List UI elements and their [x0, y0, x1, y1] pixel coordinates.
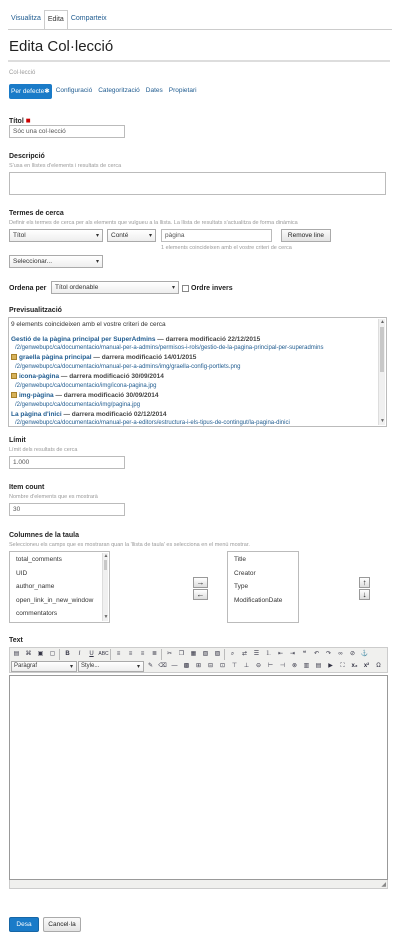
- toolbar-separator: [110, 649, 112, 660]
- fullscreen-icon[interactable]: ⛶: [340, 663, 345, 669]
- special-char-icon[interactable]: Ω: [376, 663, 381, 669]
- preview-scrollbar[interactable]: [378, 319, 385, 425]
- preview-count: 9 elements coincideixen amb el vostre criteri de cerca: [11, 321, 166, 328]
- bold-icon[interactable]: B: [65, 651, 70, 657]
- insert-row-before-icon[interactable]: ⊤: [231, 663, 238, 669]
- list-item: La pàgina d'inici — darrera modificació 02/12/2014: [11, 411, 167, 418]
- format-select[interactable]: Paràgraf ▾: [11, 661, 77, 672]
- subtab-categorization[interactable]: Categorització: [98, 87, 140, 94]
- list-item[interactable]: open_link_in_new_window: [16, 597, 94, 604]
- indent-icon[interactable]: ⇥: [289, 651, 296, 657]
- scroll-up-icon[interactable]: ▲: [380, 319, 385, 325]
- chevron-down-icon: ▾: [95, 259, 99, 265]
- criterion-operator-select[interactable]: Conté ▾: [107, 229, 156, 242]
- view-tabs: [8, 10, 110, 30]
- save-icon[interactable]: ▣: [37, 651, 44, 657]
- anchor-icon[interactable]: ⚓: [360, 651, 369, 657]
- insert-col-before-icon[interactable]: ⊢: [267, 663, 274, 669]
- list-item[interactable]: author_name: [16, 583, 55, 590]
- strikethrough-icon[interactable]: ABC: [98, 651, 109, 657]
- title-divider: [8, 60, 390, 62]
- html-source-icon[interactable]: ⌘: [25, 651, 32, 657]
- title-label: Títol ■: [9, 116, 31, 125]
- cancel-button[interactable]: Cancel·la: [43, 917, 81, 932]
- chevron-down-icon: ▾: [95, 233, 99, 239]
- columns-scrollbar[interactable]: [102, 553, 108, 621]
- result-url[interactable]: /2/genwebupc/ca/documentacio/manual-per-a-editors/estructura-i-els-tipus-de-contingut/la-pagina-dinici: [15, 420, 290, 426]
- add-criterion-select[interactable]: Seleccionar... ▾: [9, 255, 103, 268]
- scroll-down-icon[interactable]: ▼: [103, 614, 109, 620]
- description-textarea[interactable]: [9, 172, 386, 195]
- merge-cells-icon[interactable]: ▥: [303, 663, 310, 669]
- subscript-icon[interactable]: x₂: [351, 663, 358, 669]
- chevron-down-icon: ▾: [171, 285, 175, 291]
- align-justify-icon[interactable]: ≣: [151, 651, 158, 657]
- align-right-icon[interactable]: ≡: [140, 651, 145, 657]
- image-insert-icon[interactable]: ▩: [183, 663, 190, 669]
- scroll-up-icon[interactable]: ▲: [103, 553, 109, 559]
- row-props-icon[interactable]: ⊟: [207, 663, 214, 669]
- title-input[interactable]: Sóc una col·lecció: [9, 125, 125, 138]
- copy-icon[interactable]: ❐: [178, 651, 185, 657]
- result-link[interactable]: La pàgina d'inici: [11, 411, 62, 418]
- limit-input[interactable]: 1.000: [9, 456, 125, 469]
- toolbar-row: [11, 649, 370, 660]
- list-item: graella pàgina principal — darrera modificació 14/01/2015: [11, 354, 196, 361]
- result-link[interactable]: icona-pàgina: [19, 373, 60, 380]
- editor-statusbar: [9, 880, 388, 889]
- required-icon: ■: [25, 116, 31, 125]
- outdent-icon[interactable]: ⇤: [277, 651, 284, 657]
- paste-text-icon[interactable]: ▧: [202, 651, 209, 657]
- list-item[interactable]: UID: [16, 570, 28, 577]
- remove-line-button[interactable]: Remove line: [281, 229, 331, 242]
- section-label: Col·lecció: [9, 70, 36, 76]
- toolbar-separator: [59, 649, 61, 660]
- fieldset-tabs: [9, 84, 201, 99]
- move-down-button[interactable]: ↓: [359, 589, 370, 600]
- editor-toolbar: [9, 647, 388, 673]
- save-button[interactable]: Desa: [9, 917, 39, 932]
- media-icon[interactable]: ▶: [328, 663, 333, 669]
- result-url[interactable]: /2/genwebupc/ca/documentacio/manual-per-a-admins/permisos-i-rols/gestio-de-la-pagina-principal-per-superadmins: [15, 345, 324, 351]
- replace-icon[interactable]: ⇄: [241, 651, 248, 657]
- split-cells-icon[interactable]: ▤: [315, 663, 322, 669]
- list-item[interactable]: total_comments: [16, 556, 62, 563]
- preview-label: Previsualització: [9, 307, 62, 314]
- add-column-button[interactable]: →: [193, 577, 208, 588]
- subtab-dates[interactable]: Dates: [145, 87, 163, 94]
- delete-col-icon[interactable]: ⊗: [291, 663, 298, 669]
- subtab-owner[interactable]: Propietari: [168, 87, 197, 94]
- paste-word-icon[interactable]: ▨: [214, 651, 221, 657]
- move-up-button[interactable]: ↑: [359, 577, 370, 588]
- limit-help: Límit dels resultats de cerca: [9, 447, 78, 453]
- list-item[interactable]: ModificationDate: [234, 597, 283, 604]
- result-url[interactable]: /2/genwebupc/ca/documentacio/img/pagina.jpg: [15, 402, 141, 408]
- delete-row-icon[interactable]: ⊖: [255, 663, 262, 669]
- blockquote-icon[interactable]: ❝: [302, 651, 307, 657]
- list-item: Gestió de la pàgina principal per SuperAdmins — darrera modificació 22/12/2015: [11, 336, 261, 343]
- link-icon[interactable]: ∞: [338, 651, 343, 657]
- list-item: icona-pàgina — darrera modificació 30/09/2014: [11, 373, 164, 380]
- item-count-label: Item count: [9, 484, 45, 491]
- scroll-thumb[interactable]: [380, 327, 384, 372]
- toolbar-row: [11, 661, 384, 672]
- resize-handle-icon[interactable]: ◢: [381, 882, 386, 888]
- align-center-icon[interactable]: ≡: [128, 651, 133, 657]
- description-label: Descripció: [9, 153, 45, 160]
- tabs-divider: [8, 29, 392, 30]
- rich-text-editor[interactable]: [9, 675, 388, 880]
- insert-row-after-icon[interactable]: ⊥: [243, 663, 250, 669]
- image-icon: [11, 392, 17, 398]
- table-icon[interactable]: ⊞: [195, 663, 202, 669]
- columns-help: Seleccioneu els camps que es mostraran quan la 'llista de taula' es selecciona en el menú mostrar.: [9, 542, 250, 548]
- superscript-icon[interactable]: x²: [363, 663, 370, 669]
- preview-icon[interactable]: ▢: [49, 651, 56, 657]
- underline-icon[interactable]: U: [89, 651, 94, 657]
- criterion-field-select[interactable]: Títol ▾: [9, 229, 103, 242]
- unlink-icon[interactable]: ⊘: [349, 651, 356, 657]
- tab-view[interactable]: Visualitza: [11, 15, 41, 22]
- limit-label: Límit: [9, 437, 26, 444]
- reverse-order-checkbox[interactable]: [182, 285, 189, 292]
- redo-icon[interactable]: ↷: [325, 651, 332, 657]
- criterion-match-note: 1 elements coincideixen amb el vostre criteri de cerca: [161, 245, 292, 251]
- reverse-order-label: Ordre invers: [191, 285, 233, 292]
- horizontal-rule-icon[interactable]: ―: [171, 663, 178, 669]
- result-link[interactable]: graella pàgina principal: [19, 354, 92, 361]
- page-title: Edita Col·lecció: [9, 38, 114, 55]
- search-terms-help: Definir els termes de cerca per als elements que vulgueu a la llista. La llista de resultats s'actualitza de forma dinàmica: [9, 220, 298, 226]
- list-item[interactable]: commentators: [16, 610, 58, 617]
- list-item[interactable]: Type: [234, 583, 249, 590]
- cut-icon[interactable]: ✂: [166, 651, 173, 657]
- item-count-help: Nombre d'elements que es mostrarà: [9, 494, 98, 500]
- sort-select[interactable]: Títol ordenable ▾: [51, 281, 179, 294]
- tab-edit[interactable]: Edita: [44, 10, 68, 30]
- insert-col-after-icon[interactable]: ⊣: [279, 663, 286, 669]
- new-document-icon[interactable]: ▤: [13, 651, 20, 657]
- toolbar-separator: [161, 649, 163, 660]
- remove-format-icon[interactable]: ⌫: [158, 663, 167, 669]
- chevron-down-icon: ▾: [69, 664, 73, 670]
- scroll-down-icon[interactable]: ▼: [380, 418, 385, 424]
- sort-label: Ordena per: [9, 285, 47, 292]
- selected-columns-list[interactable]: [227, 551, 299, 623]
- description-help: S'usa en llistes d'elements i resultats de cerca: [9, 163, 122, 169]
- image-icon: [11, 373, 17, 379]
- tab-share[interactable]: Comparteix: [70, 15, 107, 22]
- align-left-icon[interactable]: ≡: [116, 651, 121, 657]
- result-link[interactable]: img-pàgina: [19, 392, 54, 399]
- list-item[interactable]: Creator: [234, 570, 256, 577]
- undo-icon[interactable]: ↶: [313, 651, 320, 657]
- numbered-list-icon[interactable]: ⒈: [265, 651, 272, 657]
- chevron-down-icon: ▾: [148, 233, 152, 239]
- item-count-input[interactable]: 30: [9, 503, 125, 516]
- preview-box: [8, 317, 387, 427]
- find-icon[interactable]: ⌕: [230, 651, 235, 657]
- text-label: Text: [9, 637, 23, 644]
- italic-icon[interactable]: I: [78, 651, 81, 657]
- result-link[interactable]: Gestió de la pàgina principal per SuperAdmins: [11, 336, 156, 343]
- list-item[interactable]: Title: [234, 556, 247, 563]
- subtab-configuration[interactable]: Configuració: [55, 87, 93, 94]
- chevron-down-icon: ▾: [136, 664, 140, 670]
- paste-icon[interactable]: ▦: [190, 651, 197, 657]
- list-item: img-pàgina — darrera modificació 30/09/2014: [11, 392, 158, 399]
- cleanup-icon[interactable]: ✎: [147, 663, 154, 669]
- style-select[interactable]: Style... ▾: [78, 661, 144, 672]
- cell-props-icon[interactable]: ⊡: [219, 663, 226, 669]
- bullet-list-icon[interactable]: ☰: [253, 651, 260, 657]
- subtab-default[interactable]: Per defecte✱: [9, 84, 52, 99]
- remove-column-button[interactable]: ←: [193, 589, 208, 600]
- result-url[interactable]: /2/genwebupc/ca/documentacio/manual-per-a-admins/img/graella-config-portlets.png: [15, 364, 241, 370]
- criterion-value-input[interactable]: pàgina: [161, 229, 272, 242]
- result-url[interactable]: /2/genwebupc/ca/documentacio/img/icona-pagina.jpg: [15, 383, 157, 389]
- search-terms-label: Termes de cerca: [9, 210, 64, 217]
- available-columns-list[interactable]: [9, 551, 110, 623]
- toolbar-separator: [224, 649, 226, 660]
- scroll-thumb[interactable]: [104, 560, 107, 570]
- image-icon: [11, 354, 17, 360]
- columns-label: Columnes de la taula: [9, 532, 80, 539]
